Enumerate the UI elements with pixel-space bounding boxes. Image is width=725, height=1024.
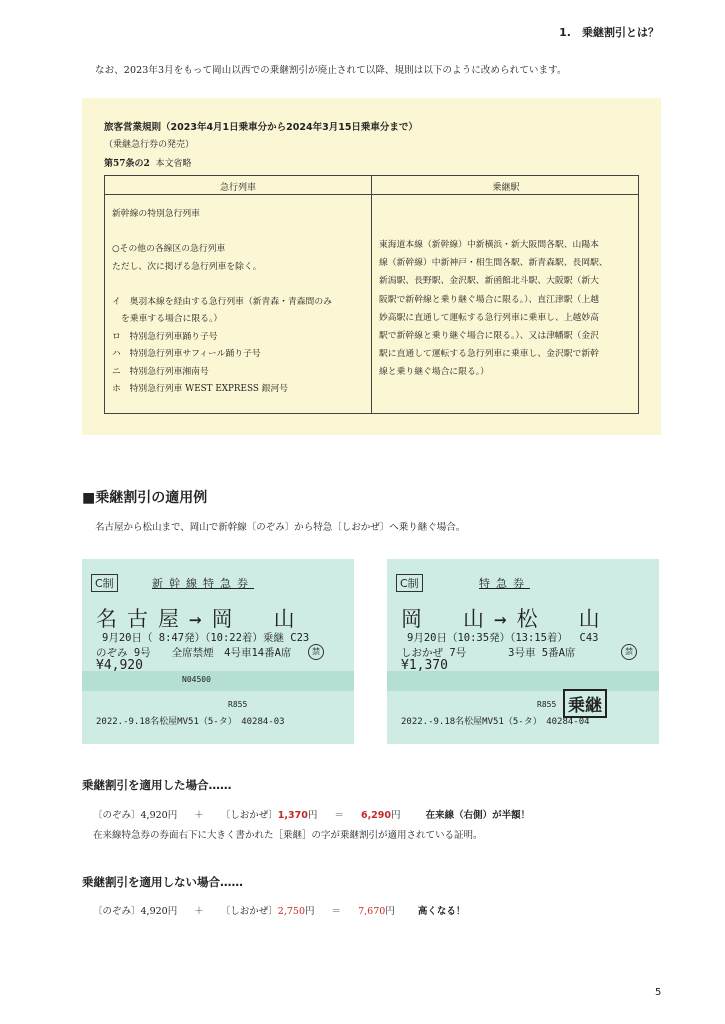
list-item: 線（新幹線）中新神戸・相生間各駅、新青森駅、長岡駅、 [379,258,608,269]
list-item: 妙高駅に直通して運転する急行列車に乗車し、上越妙高 [379,312,599,323]
ticket-issue-info: 2022.-9.18名松屋MV51（5-タ） 40284-03 [96,717,285,727]
section-header: 1. 乗継割引とは？ [559,26,659,39]
shiokaze-label: 〔しおかぜ〕 [220,810,278,821]
ticket-serial: N04500 [182,675,211,684]
total-fare: 6,290 [360,810,392,821]
not-applied-heading: 乗継割引を適用しない場合…… [82,875,243,889]
shiokaze-fare: 1,370 [277,810,308,821]
applied-note: 在来線特急券の券面右下に大きく書かれた［乗継］の字が乗継割引が適用されている証明。 [93,830,483,841]
list-item: 阪駅で新幹線と乗り継ぐ場合に限る。）、直江津駅（上越 [379,294,599,305]
ticket-band [82,671,354,691]
not-applied-remark: 高くなる！ [417,906,466,917]
list-item: を乗車する場合に限る。） [121,314,223,324]
ticket-date-time: 9月20日（ 8:47発）（10:22着）乗継 C23 [102,632,310,644]
example-description: 名古屋から松山まで、岡山で新幹線〔のぞみ〕から特急〔しおかぜ〕へ乗り継ぐ場合。 [95,522,466,533]
ticket-c-mark: C制 [396,574,423,592]
list-item: 新潟駅、長野駅、金沢駅、新函館北斗駅、大阪駅（新大 [379,276,599,287]
intro-paragraph: なお、2023年3月をもって岡山以西での乗継割引が廃止されて以降、規則は以下のように改められています。 [95,65,567,76]
list-item [112,276,367,294]
equals-sign: ＝ [334,810,344,821]
transfer-stamp: 乗継 [563,689,607,718]
yen-unit: 円 [385,906,395,917]
applied-heading: 乗継割引を適用した場合…… [82,778,232,792]
list-item: 東海道本線（新幹線）中新横浜・新大阪間各駅、山陽本 [379,240,599,250]
ticket-c-mark: C制 [91,574,118,592]
page-number: 5 [655,987,662,998]
plus-sign: ＋ [194,906,204,917]
list-item: ○その他の各線区の急行列車 [112,244,226,254]
article-note: 本文省略 [155,159,192,169]
rule-title: 旅客営業規則（2023年4月1日乗車分から2024年3月15日乗車分まで） [104,122,418,133]
yen-unit: 円 [307,810,318,821]
ticket-train-seat: しおかぜ 7号 3号車 5番A席 [401,647,576,659]
table-header-express: 急行列車 [219,183,256,193]
limited-express-ticket-image [387,559,659,744]
not-applied-calculation [93,903,465,917]
ticket-code: R855 [228,700,248,709]
list-item: 駅に直通して運転する急行列車に乗車し、金沢駅で新幹 [379,349,599,360]
shinkansen-ticket-image [82,559,354,744]
ticket-band [387,671,659,691]
rule-subtitle: （乗継急行券の発売） [104,140,195,150]
rule-article [104,156,192,169]
table-divider [371,176,372,413]
ticket-code: R855 [537,700,557,709]
list-item: ホ 特別急行列車 WEST EXPRESS 銀河号 [112,384,289,394]
list-item [112,224,367,242]
article-number: 第57条の2 [104,159,150,169]
transfer-station-text [379,236,635,382]
ticket-fare: ¥4,920 [96,658,143,673]
list-item: 駅で新幹線と乗り継ぐ場合に限る。）、又は津幡駅（金沢 [379,331,599,342]
list-item: イ 奥羽本線を経由する急行列車（新青森・青森間のみ [112,296,332,307]
rule-table [104,175,639,414]
nozomi-fare: 〔のぞみ〕4,920円 [93,810,178,821]
list-item: ただし、次に掲げる急行列車を除く。 [112,261,262,272]
list-item: 線と乗り継ぐ場合に限る。） [379,367,489,378]
ticket-fare: ¥1,370 [401,658,448,673]
applied-remark: 在来線（右側）が半額！ [425,810,531,821]
express-train-list [112,206,367,399]
ticket-date-time: 9月20日（10:35発）（13:15着） C43 [407,632,599,644]
nozomi-fare: 〔のぞみ〕4,920円 [93,906,178,917]
example-heading: ■乗継割引の適用例 [82,490,208,506]
table-header-station: 乗継駅 [492,183,520,193]
list-item: ロ 特別急行列車踊り子号 [112,331,218,342]
ticket-type: 新幹線特急券 [152,577,254,590]
plus-sign: ＋ [194,810,204,821]
equals-sign: ＝ [331,906,342,917]
shiokaze-fare: 2,750 [277,906,305,917]
list-item: ニ 特別急行列車湘南号 [112,366,209,377]
yen-unit: 円 [305,906,315,917]
yen-unit: 円 [391,810,401,821]
ticket-route: 名古屋→岡 山 [96,607,305,631]
ticket-issue-info: 2022.-9.18名松屋MV51（5-タ） 40284-04 [401,717,590,727]
no-smoking-icon: 禁 [621,644,637,660]
total-fare: 7,670 [358,906,386,917]
shiokaze-label: 〔しおかぜ〕 [220,906,278,917]
ticket-type: 特急券 [479,577,530,590]
ticket-route: 岡 山→松 山 [401,607,610,631]
list-item: 新幹線の特別急行列車 [112,209,200,219]
applied-calculation [93,807,530,821]
ticket-train-seat: のぞみ 9号 全席禁煙 4号車14番A席 [96,647,292,659]
no-smoking-icon: 禁 [308,644,324,660]
list-item: ハ 特別急行列車サフィール踊り子号 [112,349,261,359]
